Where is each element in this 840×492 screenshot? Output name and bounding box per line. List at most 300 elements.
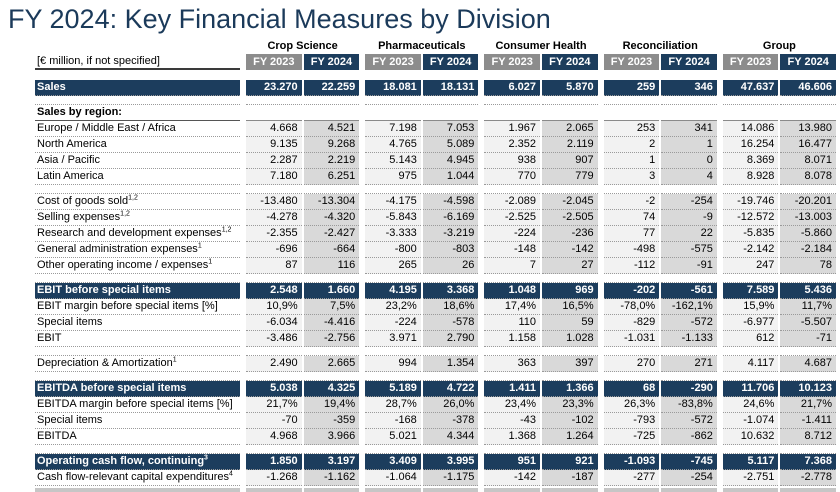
value-cell bbox=[484, 105, 540, 121]
value-cell: 9.135 bbox=[246, 137, 302, 153]
value-cell: 19,4% bbox=[304, 397, 360, 413]
value-cell: -83,8% bbox=[661, 397, 717, 413]
value-cell bbox=[304, 445, 360, 454]
value-group bbox=[604, 429, 717, 445]
value-cell: -1.162 bbox=[304, 470, 360, 486]
table-row bbox=[35, 258, 836, 274]
value-group bbox=[723, 80, 836, 96]
value-cell: -70 bbox=[246, 413, 302, 429]
value-cell: -745 bbox=[661, 454, 717, 470]
value-cell: 7.368 bbox=[780, 454, 836, 470]
value-cell: -4.320 bbox=[304, 210, 360, 226]
value-cell: -2.045 bbox=[542, 194, 598, 210]
value-cell: 247 bbox=[723, 258, 779, 274]
row-label bbox=[35, 153, 240, 169]
row-label bbox=[35, 210, 240, 226]
value-group bbox=[723, 429, 836, 445]
footnote-marker: 4 bbox=[229, 470, 233, 478]
value-cell: 7,5% bbox=[304, 299, 360, 315]
value-cell: 5.870 bbox=[542, 80, 598, 96]
value-cell: -1.064 bbox=[365, 470, 421, 486]
value-cell: -254 bbox=[661, 470, 717, 486]
value-cell: 3.197 bbox=[304, 454, 360, 470]
value-group bbox=[365, 169, 478, 185]
value-cell bbox=[604, 185, 660, 194]
value-group bbox=[246, 381, 359, 397]
value-cell bbox=[604, 347, 660, 356]
value-cell bbox=[304, 274, 360, 283]
value-cell: 16.254 bbox=[723, 137, 779, 153]
value-cell: 3 bbox=[604, 169, 660, 185]
value-cell: 253 bbox=[604, 121, 660, 137]
value-cell: 7.053 bbox=[423, 121, 479, 137]
value-group bbox=[365, 372, 478, 381]
row-label bbox=[35, 445, 240, 454]
row-label bbox=[35, 121, 240, 137]
value-cell: 938 bbox=[484, 153, 540, 169]
value-cell bbox=[723, 96, 779, 105]
row-label-text: General administration expenses bbox=[37, 243, 198, 255]
value-cell bbox=[423, 185, 479, 194]
value-cell: 11.706 bbox=[723, 381, 779, 397]
value-group bbox=[365, 80, 478, 96]
value-group bbox=[723, 381, 836, 397]
value-group bbox=[723, 488, 836, 492]
value-group bbox=[723, 121, 836, 137]
value-cell: 1.354 bbox=[423, 356, 479, 372]
period-header: FY 2024 bbox=[304, 54, 360, 70]
value-group bbox=[246, 242, 359, 258]
row-label bbox=[35, 356, 240, 372]
value-group bbox=[365, 347, 478, 356]
row-label bbox=[35, 397, 240, 413]
value-cell: 4.765 bbox=[365, 137, 421, 153]
row-label bbox=[35, 331, 240, 347]
value-cell: 2.352 bbox=[484, 137, 540, 153]
value-cell: 8.928 bbox=[723, 169, 779, 185]
row-label-text: Cost of goods sold bbox=[37, 195, 129, 207]
value-cell: 1.660 bbox=[304, 283, 360, 299]
table-row bbox=[35, 80, 836, 96]
period-group bbox=[723, 54, 836, 70]
value-cell bbox=[604, 105, 660, 121]
row-label bbox=[35, 137, 240, 153]
value-group bbox=[604, 283, 717, 299]
value-group bbox=[365, 413, 478, 429]
value-group bbox=[246, 488, 359, 492]
value-cell: -112 bbox=[604, 258, 660, 274]
value-cell: 6.251 bbox=[304, 169, 360, 185]
row-label bbox=[35, 80, 240, 96]
value-cell: 4.722 bbox=[423, 381, 479, 397]
value-cell: -19.746 bbox=[723, 194, 779, 210]
value-cell bbox=[484, 96, 540, 105]
value-group bbox=[604, 372, 717, 381]
value-cell: -575 bbox=[661, 242, 717, 258]
value-group bbox=[365, 105, 478, 121]
value-group bbox=[484, 274, 597, 283]
value-cell bbox=[542, 96, 598, 105]
value-cell: -5.843 bbox=[365, 210, 421, 226]
value-cell: -572 bbox=[661, 315, 717, 331]
value-group bbox=[723, 153, 836, 169]
value-group bbox=[484, 185, 597, 194]
row-label-text: Sales by region: bbox=[37, 106, 122, 118]
value-cell: 5.038 bbox=[246, 381, 302, 397]
row-label bbox=[35, 283, 240, 299]
row-label bbox=[35, 470, 240, 486]
value-cell: 27 bbox=[542, 258, 598, 274]
value-cell: -43 bbox=[484, 413, 540, 429]
value-cell: -4.278 bbox=[246, 210, 302, 226]
value-group bbox=[246, 413, 359, 429]
value-cell bbox=[246, 185, 302, 194]
value-cell: 5.117 bbox=[723, 454, 779, 470]
value-cell bbox=[304, 372, 360, 381]
value-cell: 8.071 bbox=[780, 153, 836, 169]
value-group bbox=[723, 397, 836, 413]
value-cell: -277 bbox=[604, 470, 660, 486]
value-group bbox=[484, 80, 597, 96]
value-cell: 2.287 bbox=[246, 153, 302, 169]
division-group bbox=[246, 40, 359, 54]
value-cell: -168 bbox=[365, 413, 421, 429]
footnote-marker: 1 bbox=[208, 258, 213, 266]
value-cell: -572 bbox=[661, 413, 717, 429]
value-group bbox=[246, 315, 359, 331]
value-group bbox=[484, 153, 597, 169]
value-cell: 16,5% bbox=[542, 299, 598, 315]
value-cell: 46.606 bbox=[780, 80, 836, 96]
spacer-row bbox=[35, 274, 836, 283]
value-cell: 1.158 bbox=[484, 331, 540, 347]
period-group bbox=[365, 54, 478, 70]
spacer-row bbox=[35, 372, 836, 381]
value-group bbox=[484, 397, 597, 413]
value-cell: 2 bbox=[604, 137, 660, 153]
value-group bbox=[723, 347, 836, 356]
table-row bbox=[35, 356, 836, 372]
value-cell: 1.850 bbox=[246, 454, 302, 470]
row-label bbox=[35, 454, 240, 470]
value-cell bbox=[365, 274, 421, 283]
row-label-text: Special items bbox=[37, 414, 103, 426]
value-cell: -2.751 bbox=[723, 470, 779, 486]
value-cell: 779 bbox=[542, 169, 598, 185]
value-cell bbox=[661, 488, 717, 492]
value-cell: 341 bbox=[661, 121, 717, 137]
value-cell: 5.021 bbox=[365, 429, 421, 445]
value-group bbox=[604, 185, 717, 194]
value-cell: -162,1% bbox=[661, 299, 717, 315]
value-cell: 18,6% bbox=[423, 299, 479, 315]
division-header-spacer bbox=[35, 40, 240, 54]
value-cell: -862 bbox=[661, 429, 717, 445]
value-cell bbox=[304, 347, 360, 356]
value-cell: -2.089 bbox=[484, 194, 540, 210]
value-cell: -20.201 bbox=[780, 194, 836, 210]
table-row bbox=[35, 210, 836, 226]
value-group bbox=[246, 445, 359, 454]
value-group bbox=[604, 258, 717, 274]
value-group bbox=[484, 226, 597, 242]
row-label-text: Other operating income / expenses bbox=[37, 259, 209, 271]
value-cell bbox=[780, 488, 836, 492]
value-cell: -187 bbox=[542, 470, 598, 486]
value-group bbox=[723, 96, 836, 105]
value-cell: -2.525 bbox=[484, 210, 540, 226]
value-cell: 5.089 bbox=[423, 137, 479, 153]
value-cell bbox=[780, 185, 836, 194]
footnote-marker: 1,2 bbox=[120, 210, 130, 218]
value-cell: 4.668 bbox=[246, 121, 302, 137]
value-cell: 3.995 bbox=[423, 454, 479, 470]
value-group bbox=[365, 194, 478, 210]
value-cell: 397 bbox=[542, 356, 598, 372]
value-cell: 23.270 bbox=[246, 80, 302, 96]
value-group bbox=[484, 210, 597, 226]
value-group bbox=[365, 445, 478, 454]
value-cell: -800 bbox=[365, 242, 421, 258]
value-cell: 7.589 bbox=[723, 283, 779, 299]
value-cell: -12.572 bbox=[723, 210, 779, 226]
value-cell bbox=[484, 347, 540, 356]
period-group bbox=[246, 54, 359, 70]
value-cell: 1.044 bbox=[423, 169, 479, 185]
value-cell bbox=[246, 105, 302, 121]
value-cell bbox=[780, 347, 836, 356]
value-cell bbox=[661, 96, 717, 105]
table-row bbox=[35, 413, 836, 429]
value-group bbox=[365, 397, 478, 413]
value-cell: -561 bbox=[661, 283, 717, 299]
value-group bbox=[484, 488, 597, 492]
value-cell: -142 bbox=[542, 242, 598, 258]
table-header bbox=[35, 40, 836, 70]
value-cell: 47.637 bbox=[723, 80, 779, 96]
value-cell: 1.264 bbox=[542, 429, 598, 445]
value-cell: 7.180 bbox=[246, 169, 302, 185]
value-group bbox=[723, 372, 836, 381]
value-cell: 2.219 bbox=[304, 153, 360, 169]
value-cell bbox=[304, 105, 360, 121]
value-cell bbox=[484, 274, 540, 283]
value-cell bbox=[246, 274, 302, 283]
footnote-marker: 3 bbox=[204, 454, 208, 462]
value-cell: 10.632 bbox=[723, 429, 779, 445]
value-group bbox=[484, 194, 597, 210]
value-group bbox=[604, 121, 717, 137]
value-group bbox=[246, 80, 359, 96]
value-cell: 8.712 bbox=[780, 429, 836, 445]
value-cell bbox=[423, 488, 479, 492]
value-cell: -4.175 bbox=[365, 194, 421, 210]
value-cell bbox=[661, 105, 717, 121]
value-cell bbox=[723, 488, 779, 492]
value-cell: -378 bbox=[423, 413, 479, 429]
value-cell: 13.980 bbox=[780, 121, 836, 137]
value-cell: -6.977 bbox=[723, 315, 779, 331]
period-header: FY 2024 bbox=[423, 54, 479, 70]
value-cell: 770 bbox=[484, 169, 540, 185]
value-cell: -3.333 bbox=[365, 226, 421, 242]
value-cell: -725 bbox=[604, 429, 660, 445]
value-cell: -13.003 bbox=[780, 210, 836, 226]
value-group bbox=[604, 488, 717, 492]
table-row bbox=[35, 429, 836, 445]
value-cell: -1.031 bbox=[604, 331, 660, 347]
value-cell bbox=[723, 347, 779, 356]
value-cell: -829 bbox=[604, 315, 660, 331]
value-group bbox=[723, 210, 836, 226]
value-group bbox=[484, 121, 597, 137]
spacer-row bbox=[35, 445, 836, 454]
value-group bbox=[365, 299, 478, 315]
row-label bbox=[35, 242, 240, 258]
value-cell: 969 bbox=[542, 283, 598, 299]
value-group bbox=[246, 397, 359, 413]
value-group bbox=[484, 96, 597, 105]
table-row bbox=[35, 283, 836, 299]
value-cell: 11,7% bbox=[780, 299, 836, 315]
value-group bbox=[604, 137, 717, 153]
value-cell bbox=[246, 372, 302, 381]
value-group bbox=[484, 372, 597, 381]
value-group bbox=[246, 356, 359, 372]
value-group bbox=[723, 470, 836, 486]
value-group bbox=[365, 283, 478, 299]
row-label bbox=[35, 258, 240, 274]
value-group bbox=[246, 185, 359, 194]
division-header-row bbox=[35, 40, 836, 54]
value-group bbox=[604, 299, 717, 315]
value-cell bbox=[542, 185, 598, 194]
value-group bbox=[484, 470, 597, 486]
table-row bbox=[35, 299, 836, 315]
spacer-row bbox=[35, 96, 836, 105]
value-cell: 2.790 bbox=[423, 331, 479, 347]
value-cell: -1.175 bbox=[423, 470, 479, 486]
value-cell: -91 bbox=[661, 258, 717, 274]
row-label-text: Selling expenses bbox=[37, 211, 121, 223]
value-cell bbox=[423, 105, 479, 121]
value-cell: 1.967 bbox=[484, 121, 540, 137]
value-cell: 18.081 bbox=[365, 80, 421, 96]
value-group bbox=[604, 96, 717, 105]
value-group bbox=[484, 413, 597, 429]
value-group bbox=[604, 169, 717, 185]
value-cell bbox=[365, 347, 421, 356]
value-cell: 1.366 bbox=[542, 381, 598, 397]
division-group bbox=[484, 40, 597, 54]
value-group bbox=[484, 315, 597, 331]
value-cell bbox=[780, 445, 836, 454]
value-cell bbox=[304, 488, 360, 492]
value-cell bbox=[484, 445, 540, 454]
table-row bbox=[35, 153, 836, 169]
spacer-row bbox=[35, 185, 836, 194]
value-cell: 7.198 bbox=[365, 121, 421, 137]
value-group bbox=[723, 413, 836, 429]
value-cell: 2.490 bbox=[246, 356, 302, 372]
value-cell: -1.093 bbox=[604, 454, 660, 470]
row-label bbox=[35, 315, 240, 331]
value-cell: -2.778 bbox=[780, 470, 836, 486]
value-cell bbox=[484, 488, 540, 492]
value-cell: 2.665 bbox=[304, 356, 360, 372]
value-cell: 77 bbox=[604, 226, 660, 242]
value-cell: 24,6% bbox=[723, 397, 779, 413]
footnote-marker: 1,2 bbox=[221, 226, 232, 234]
row-label-text: Sales bbox=[37, 81, 66, 93]
division-header: Consumer Health bbox=[495, 40, 587, 52]
value-group bbox=[246, 137, 359, 153]
value-cell: 3.409 bbox=[365, 454, 421, 470]
value-group bbox=[484, 258, 597, 274]
value-group bbox=[604, 226, 717, 242]
value-group bbox=[604, 413, 717, 429]
table-row bbox=[35, 470, 836, 486]
value-group bbox=[246, 372, 359, 381]
value-group bbox=[365, 429, 478, 445]
spacer-row bbox=[35, 347, 836, 356]
row-label bbox=[35, 299, 240, 315]
value-cell: -5.860 bbox=[780, 226, 836, 242]
period-header-row bbox=[35, 54, 836, 70]
value-cell: 8.078 bbox=[780, 169, 836, 185]
value-cell: 4.521 bbox=[304, 121, 360, 137]
value-group bbox=[246, 226, 359, 242]
row-label-text: Asia / Pacific bbox=[37, 154, 100, 166]
value-cell bbox=[780, 96, 836, 105]
value-cell: 4.687 bbox=[780, 356, 836, 372]
period-header: FY 2023 bbox=[723, 54, 779, 70]
value-group bbox=[604, 454, 717, 470]
value-cell bbox=[304, 185, 360, 194]
value-cell bbox=[604, 96, 660, 105]
value-cell: -2.756 bbox=[304, 331, 360, 347]
value-cell: 271 bbox=[661, 356, 717, 372]
value-group bbox=[604, 445, 717, 454]
value-cell bbox=[423, 274, 479, 283]
value-cell bbox=[780, 105, 836, 121]
value-cell bbox=[304, 96, 360, 105]
value-cell: 2.119 bbox=[542, 137, 598, 153]
value-cell bbox=[365, 488, 421, 492]
period-header: FY 2023 bbox=[365, 54, 421, 70]
value-group bbox=[365, 470, 478, 486]
row-label bbox=[35, 169, 240, 185]
division-group bbox=[723, 40, 836, 54]
value-cell: 346 bbox=[661, 80, 717, 96]
value-group bbox=[246, 274, 359, 283]
value-group bbox=[723, 445, 836, 454]
value-cell: 4.968 bbox=[246, 429, 302, 445]
value-group bbox=[365, 153, 478, 169]
value-group bbox=[246, 96, 359, 105]
value-cell: 110 bbox=[484, 315, 540, 331]
value-group bbox=[484, 454, 597, 470]
row-label-text: Special items bbox=[37, 316, 103, 328]
value-group bbox=[723, 194, 836, 210]
value-cell: -142 bbox=[484, 470, 540, 486]
value-cell: 15,9% bbox=[723, 299, 779, 315]
value-cell: -2 bbox=[604, 194, 660, 210]
value-cell: -9 bbox=[661, 210, 717, 226]
value-cell: -1.411 bbox=[780, 413, 836, 429]
value-cell: 5.143 bbox=[365, 153, 421, 169]
value-cell: 23,2% bbox=[365, 299, 421, 315]
